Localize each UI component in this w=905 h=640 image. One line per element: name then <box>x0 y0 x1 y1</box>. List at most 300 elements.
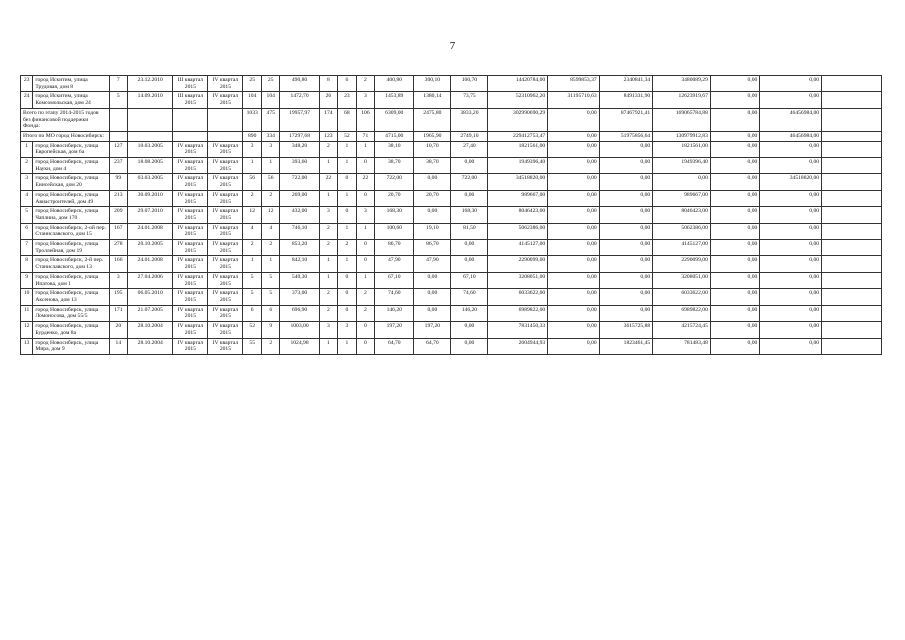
value-cell-c2: 6 <box>261 305 280 321</box>
act-date-cell: 30.09.2010 <box>128 190 173 206</box>
value-cell-c14: 0,00 <box>710 207 759 223</box>
value-cell-c9: 27,40 <box>451 141 488 157</box>
value-cell-c9: 67,10 <box>451 272 488 288</box>
value-cell-c14: 0,00 <box>710 131 759 141</box>
empty-cell <box>128 131 173 141</box>
address-cell: город Искитим, улица Трудовая, дом 8 <box>33 76 109 92</box>
total-label-cell: Итого по МО город Новосибирск: <box>21 131 110 141</box>
value-cell-c15: 0,00 <box>760 190 822 206</box>
act-date-cell: 14.09.2010 <box>128 92 173 108</box>
value-cell-c11: 0,00 <box>548 322 599 338</box>
value-cell-c14: 0,00 <box>710 141 759 157</box>
page-number: 7 <box>449 40 456 52</box>
value-cell-c13: 6033622,00 <box>653 289 711 305</box>
address-cell: город Искитим, улица Комсомольская, дом 24 <box>33 92 109 108</box>
value-cell-c7: 6309,00 <box>375 108 414 131</box>
value-cell-c3: 540,30 <box>280 272 319 288</box>
value-cell-c9: 3833,20 <box>451 108 488 131</box>
value-cell-c5: 23 <box>338 92 357 108</box>
address-cell: город Новосибирск, улица Аксенова, дом 13 <box>33 289 109 305</box>
value-cell-c16 <box>822 190 882 206</box>
row-number-cell: 24 <box>21 92 33 108</box>
value-cell-c16 <box>822 108 882 131</box>
value-cell-c2: 5 <box>261 272 280 288</box>
value-cell-c13: 8046423,00 <box>653 207 711 223</box>
value-cell-c15: 0,00 <box>760 272 822 288</box>
value-cell-c5: 1 <box>338 256 357 272</box>
empty-cell <box>128 108 173 131</box>
value-cell-c8: 197,20 <box>414 322 451 338</box>
value-cell-c12: 0,00 <box>599 289 653 305</box>
value-cell-c1: 12 <box>243 207 262 223</box>
value-cell-c5: 1 <box>338 158 357 174</box>
value-cell-c16 <box>822 92 882 108</box>
value-cell-c9: 100,70 <box>451 76 488 92</box>
value-cell-c1: 52 <box>243 322 262 338</box>
value-cell-c6: 0 <box>356 240 375 256</box>
row-number-cell: 8 <box>21 256 33 272</box>
plan-end-cell: IV квартал 2015 <box>208 223 243 239</box>
value-cell-c13: 3208051,00 <box>653 272 711 288</box>
row-number-cell: 3 <box>21 174 33 190</box>
value-cell-c16 <box>822 322 882 338</box>
plan-start-cell: IV квартал 2015 <box>173 240 208 256</box>
value-cell-c10: 4145127,00 <box>488 240 548 256</box>
value-cell-c14: 0,00 <box>710 158 759 174</box>
value-cell-c6: 0 <box>356 190 375 206</box>
value-cell-c10: 8046423,00 <box>488 207 548 223</box>
value-cell-c9: 0,00 <box>451 322 488 338</box>
row-number-cell: 1 <box>21 141 33 157</box>
act-date-cell: 27.04.2006 <box>128 272 173 288</box>
value-cell-c11: 0,00 <box>548 338 599 354</box>
value-cell-c7: 67,10 <box>375 272 414 288</box>
row-number-cell: 10 <box>21 289 33 305</box>
value-cell-c11: 0,00 <box>548 141 599 157</box>
value-cell-c14: 0,00 <box>710 76 759 92</box>
value-cell-c8: 0,00 <box>414 207 451 223</box>
value-cell-c2: 1 <box>261 158 280 174</box>
act-date-cell: 18.08.2005 <box>128 158 173 174</box>
value-cell-c4: 1 <box>319 256 338 272</box>
value-cell-c11: 0,00 <box>548 223 599 239</box>
row-number-cell: 7 <box>21 240 33 256</box>
value-cell-c11: 31195710,63 <box>548 92 599 108</box>
value-cell-c15: 0,00 <box>760 322 822 338</box>
plan-start-cell: IV квартал 2015 <box>173 174 208 190</box>
value-cell-c13: 12623919,67 <box>653 92 711 108</box>
table-row <box>21 338 882 354</box>
value-cell-c7: 1453,89 <box>375 92 414 108</box>
plan-start-cell: IV квартал 2015 <box>173 141 208 157</box>
value-cell-c8: 47,90 <box>414 256 451 272</box>
act-date-cell: 23.12.2010 <box>128 76 173 92</box>
value-cell-c10: 1821561,00 <box>488 141 548 157</box>
value-cell-c1: 1033 <box>243 108 262 131</box>
value-cell-c7: 20,70 <box>375 190 414 206</box>
value-cell-c1: 5 <box>243 289 262 305</box>
plan-end-cell: IV квартал 2015 <box>208 305 243 321</box>
value-cell-c13: 3480089,29 <box>653 76 711 92</box>
row-number-cell: 12 <box>21 322 33 338</box>
table-total-row <box>21 131 882 141</box>
value-cell-c15: 46456984,00 <box>760 108 822 131</box>
value-cell-c7: 100,60 <box>375 223 414 239</box>
value-cell-c14: 0,00 <box>710 338 759 354</box>
value-cell-c14: 0,00 <box>710 223 759 239</box>
value-cell-c3: 842,10 <box>280 256 319 272</box>
value-cell-c12: 0,00 <box>599 174 653 190</box>
value-cell-c1: 104 <box>243 92 262 108</box>
act-number-cell: 14 <box>109 338 128 354</box>
address-cell: город Новосибирск, улица Троллейная, дом 19 <box>33 240 109 256</box>
value-cell-c13: 5062386,00 <box>653 223 711 239</box>
table-row <box>21 76 882 92</box>
act-number-cell: 167 <box>109 223 128 239</box>
value-cell-c16 <box>822 305 882 321</box>
value-cell-c5: 6 <box>338 76 357 92</box>
act-number-cell: 213 <box>109 190 128 206</box>
value-cell-c4: 2 <box>319 141 338 157</box>
plan-end-cell: IV квартал 2015 <box>208 92 243 108</box>
value-cell-c9: 2749,10 <box>451 131 488 141</box>
plan-start-cell: IV квартал 2015 <box>173 158 208 174</box>
row-number-cell: 23 <box>21 76 33 92</box>
plan-start-cell: IV квартал 2015 <box>173 207 208 223</box>
value-cell-c3: 348,20 <box>280 141 319 157</box>
row-number-cell: 4 <box>21 190 33 206</box>
value-cell-c16 <box>822 131 882 141</box>
act-date-cell: 29.07.2010 <box>128 207 173 223</box>
row-number-cell: 6 <box>21 223 33 239</box>
value-cell-c7: 64,70 <box>375 338 414 354</box>
value-cell-c10: 14420784,00 <box>488 76 548 92</box>
value-cell-c8: 0,00 <box>414 272 451 288</box>
value-cell-c2: 475 <box>261 108 280 131</box>
value-cell-c8: 86,70 <box>414 240 451 256</box>
value-cell-c5: 68 <box>338 108 357 131</box>
value-cell-c3: 490,80 <box>280 76 319 92</box>
value-cell-c15: 0,00 <box>760 223 822 239</box>
value-cell-c12: 1823461,45 <box>599 338 653 354</box>
value-cell-c8: 38,70 <box>414 158 451 174</box>
act-date-cell: 10.03.2005 <box>128 141 173 157</box>
value-cell-c8: 1965,90 <box>414 131 451 141</box>
plan-end-cell: IV квартал 2015 <box>208 256 243 272</box>
value-cell-c13: 4145127,00 <box>653 240 711 256</box>
value-cell-c5: 0 <box>338 289 357 305</box>
value-cell-c12: 0,00 <box>599 141 653 157</box>
value-cell-c11: 0,00 <box>548 289 599 305</box>
value-cell-c2: 334 <box>261 131 280 141</box>
empty-cell <box>208 131 243 141</box>
table-row <box>21 256 882 272</box>
act-number-cell: 278 <box>109 240 128 256</box>
value-cell-c10: 7831450,33 <box>488 322 548 338</box>
value-cell-c3: 393,60 <box>280 158 319 174</box>
value-cell-c7: 168,30 <box>375 207 414 223</box>
value-cell-c7: 146,20 <box>375 305 414 321</box>
value-cell-c13: 4215724,45 <box>653 322 711 338</box>
plan-start-cell: III квартал 2015 <box>173 76 208 92</box>
value-cell-c15: 46456984,00 <box>760 131 822 141</box>
table-row <box>21 207 882 223</box>
value-cell-c2: 2 <box>261 240 280 256</box>
value-cell-c12: 0,00 <box>599 272 653 288</box>
value-cell-c11: 0,00 <box>548 256 599 272</box>
act-number-cell: 7 <box>109 76 128 92</box>
value-cell-c3: 269,00 <box>280 190 319 206</box>
plan-end-cell: IV квартал 2015 <box>208 76 243 92</box>
value-cell-c12: 87467921,41 <box>599 108 653 131</box>
empty-cell <box>173 131 208 141</box>
value-cell-c13: 169065784,88 <box>653 108 711 131</box>
value-cell-c4: 8 <box>319 76 338 92</box>
value-cell-c3: 1472,70 <box>280 92 319 108</box>
plan-end-cell: IV квартал 2015 <box>208 240 243 256</box>
value-cell-c6: 0 <box>356 256 375 272</box>
table-row <box>21 272 882 288</box>
value-cell-c6: 1 <box>356 223 375 239</box>
act-date-cell: 28.10.2004 <box>128 338 173 354</box>
value-cell-c5: 2 <box>338 240 357 256</box>
value-cell-c12: 0,00 <box>599 207 653 223</box>
value-cell-c1: 2 <box>243 240 262 256</box>
value-cell-c10: 2604944,93 <box>488 338 548 354</box>
value-cell-c5: 0 <box>338 305 357 321</box>
value-cell-c14: 0,00 <box>710 190 759 206</box>
value-cell-c13: 1821561,00 <box>653 141 711 157</box>
value-cell-c12: 51975856,64 <box>599 131 653 141</box>
value-cell-c5: 3 <box>338 322 357 338</box>
table-body <box>21 76 882 355</box>
act-number-cell: 166 <box>109 256 128 272</box>
value-cell-c8: 0,00 <box>414 174 451 190</box>
value-cell-c2: 104 <box>261 92 280 108</box>
value-cell-c9: 0,00 <box>451 240 488 256</box>
value-cell-c3: 1024,98 <box>280 338 319 354</box>
value-cell-c10: 989667,00 <box>488 190 548 206</box>
value-cell-c2: 2 <box>261 338 280 354</box>
value-cell-c8: 2475,80 <box>414 108 451 131</box>
value-cell-c1: 3 <box>243 141 262 157</box>
act-number-cell: 3 <box>109 272 128 288</box>
value-cell-c7: 74,60 <box>375 289 414 305</box>
value-cell-c15: 0,00 <box>760 92 822 108</box>
value-cell-c9: 146,20 <box>451 305 488 321</box>
value-cell-c4: 26 <box>319 92 338 108</box>
empty-cell <box>173 108 208 131</box>
value-cell-c9: 0,00 <box>451 338 488 354</box>
value-cell-c1: 1 <box>243 158 262 174</box>
table-row <box>21 322 882 338</box>
value-cell-c1: 890 <box>243 131 262 141</box>
table-row <box>21 190 882 206</box>
value-cell-c6: 106 <box>356 108 375 131</box>
value-cell-c6: 3 <box>356 92 375 108</box>
value-cell-c11: 0,00 <box>548 108 599 131</box>
empty-cell <box>109 108 128 131</box>
value-cell-c4: 2 <box>319 289 338 305</box>
value-cell-c15: 0,00 <box>760 240 822 256</box>
act-number-cell: 171 <box>109 305 128 321</box>
value-cell-c16 <box>822 272 882 288</box>
value-cell-c10: 229412753,47 <box>488 131 548 141</box>
address-cell: город Новосибирск, улица Ипатова, дом 1 <box>33 272 109 288</box>
value-cell-c2: 2 <box>261 190 280 206</box>
value-cell-c2: 25 <box>261 76 280 92</box>
value-cell-c10: 6033622,00 <box>488 289 548 305</box>
value-cell-c15: 0,00 <box>760 141 822 157</box>
value-cell-c7: 86,70 <box>375 240 414 256</box>
value-cell-c2: 12 <box>261 207 280 223</box>
table-row <box>21 240 882 256</box>
act-date-cell: 24.01.2008 <box>128 256 173 272</box>
value-cell-c2: 5 <box>261 289 280 305</box>
value-cell-c15: 0,00 <box>760 338 822 354</box>
table-row <box>21 305 882 321</box>
document-sheet <box>20 75 882 355</box>
value-cell-c9: 722,00 <box>451 174 488 190</box>
table-row <box>21 289 882 305</box>
value-cell-c15: 0,00 <box>760 305 822 321</box>
value-cell-c12: 2340841,34 <box>599 76 653 92</box>
value-cell-c15: 0,00 <box>760 76 822 92</box>
value-cell-c2: 56 <box>261 174 280 190</box>
table-row <box>21 158 882 174</box>
value-cell-c15: 34518820,00 <box>760 174 822 190</box>
act-number-cell: 99 <box>109 174 128 190</box>
value-cell-c10: 2290099,00 <box>488 256 548 272</box>
value-cell-c1: 55 <box>243 338 262 354</box>
address-cell: город Новосибирск, улица Енисейская, дом 20 <box>33 174 109 190</box>
row-number-cell: 5 <box>21 207 33 223</box>
value-cell-c16 <box>822 141 882 157</box>
value-cell-c5: 1 <box>338 338 357 354</box>
value-cell-c3: 19957,97 <box>280 108 319 131</box>
value-cell-c11: 8599853,37 <box>548 76 599 92</box>
value-cell-c2: 1 <box>261 256 280 272</box>
total-label-cell: Всего по этапу 2014-2015 годов без финансовой поддержки Фонда: <box>21 108 110 131</box>
value-cell-c14: 0,00 <box>710 92 759 108</box>
value-cell-c7: 38,70 <box>375 158 414 174</box>
value-cell-c6: 3 <box>356 207 375 223</box>
act-date-cell: 20.10.2005 <box>128 240 173 256</box>
value-cell-c6: 2 <box>356 305 375 321</box>
value-cell-c16 <box>822 240 882 256</box>
value-cell-c16 <box>822 174 882 190</box>
value-cell-c8: 0,00 <box>414 305 451 321</box>
value-cell-c11: 0,00 <box>548 174 599 190</box>
row-number-cell: 9 <box>21 272 33 288</box>
plan-start-cell: IV квартал 2015 <box>173 338 208 354</box>
value-cell-c5: 0 <box>338 272 357 288</box>
value-cell-c3: 853,20 <box>280 240 319 256</box>
address-cell: город Новосибирск, 2-ой пер. Станиславского, дом 15 <box>33 223 109 239</box>
table-row <box>21 223 882 239</box>
act-date-cell: 06.05.2010 <box>128 289 173 305</box>
row-number-cell: 13 <box>21 338 33 354</box>
value-cell-c4: 22 <box>319 174 338 190</box>
value-cell-c14: 0,00 <box>710 272 759 288</box>
value-cell-c9: 73,75 <box>451 92 488 108</box>
value-cell-c4: 1 <box>319 338 338 354</box>
value-cell-c6: 0 <box>356 322 375 338</box>
row-number-cell: 11 <box>21 305 33 321</box>
address-cell: город Новосибирск, улица Европейская, дом 6а <box>33 141 109 157</box>
housing-table <box>20 75 882 355</box>
value-cell-c11: 0,00 <box>548 240 599 256</box>
value-cell-c5: 1 <box>338 190 357 206</box>
plan-end-cell: IV квартал 2015 <box>208 272 243 288</box>
plan-end-cell: IV квартал 2015 <box>208 322 243 338</box>
value-cell-c5: 0 <box>338 207 357 223</box>
row-number-cell: 2 <box>21 158 33 174</box>
value-cell-c12: 3615725,88 <box>599 322 653 338</box>
value-cell-c10: 6989822,00 <box>488 305 548 321</box>
value-cell-c7: 400,80 <box>375 76 414 92</box>
act-number-cell: 20 <box>109 322 128 338</box>
value-cell-c1: 1 <box>243 256 262 272</box>
value-cell-c12: 0,00 <box>599 223 653 239</box>
value-cell-c13: 6989822,00 <box>653 305 711 321</box>
value-cell-c15: 0,00 <box>760 289 822 305</box>
plan-end-cell: IV квартал 2015 <box>208 174 243 190</box>
value-cell-c4: 174 <box>319 108 338 131</box>
value-cell-c13: 989667,00 <box>653 190 711 206</box>
value-cell-c14: 0,00 <box>710 256 759 272</box>
value-cell-c3: 696,90 <box>280 305 319 321</box>
value-cell-c4: 2 <box>319 223 338 239</box>
value-cell-c16 <box>822 207 882 223</box>
address-cell: город Новосибирск, улица Науки, дом 4 <box>33 158 109 174</box>
value-cell-c10: 1949396,40 <box>488 158 548 174</box>
plan-start-cell: IV квартал 2015 <box>173 272 208 288</box>
act-date-cell: 03.03.2005 <box>128 174 173 190</box>
address-cell: город Новосибирск, 2-й пер. Станиславского, дом 13 <box>33 256 109 272</box>
act-number-cell: 127 <box>109 141 128 157</box>
value-cell-c11: 0,00 <box>548 190 599 206</box>
value-cell-c3: 746,10 <box>280 223 319 239</box>
address-cell: город Новосибирск, улица Мира, дом 9 <box>33 338 109 354</box>
value-cell-c11: 0,00 <box>548 305 599 321</box>
value-cell-c1: 6 <box>243 305 262 321</box>
table-row <box>21 141 882 157</box>
value-cell-c1: 25 <box>243 76 262 92</box>
act-date-cell: 28.10.2004 <box>128 322 173 338</box>
value-cell-c5: 1 <box>338 141 357 157</box>
value-cell-c2: 4 <box>261 223 280 239</box>
value-cell-c11: 0,00 <box>548 272 599 288</box>
value-cell-c12: 0,00 <box>599 305 653 321</box>
value-cell-c4: 3 <box>319 207 338 223</box>
value-cell-c15: 0,00 <box>760 158 822 174</box>
value-cell-c6: 0 <box>356 158 375 174</box>
plan-end-cell: IV квартал 2015 <box>208 289 243 305</box>
plan-end-cell: IV квартал 2015 <box>208 141 243 157</box>
value-cell-c5: 1 <box>338 223 357 239</box>
empty-cell <box>109 131 128 141</box>
empty-cell <box>208 108 243 131</box>
value-cell-c1: 56 <box>243 174 262 190</box>
value-cell-c4: 2 <box>319 305 338 321</box>
value-cell-c11: 0,00 <box>548 158 599 174</box>
value-cell-c3: 373,00 <box>280 289 319 305</box>
value-cell-c9: 168,30 <box>451 207 488 223</box>
value-cell-c12: 0,00 <box>599 190 653 206</box>
value-cell-c16 <box>822 338 882 354</box>
value-cell-c13: 0,00 <box>653 174 711 190</box>
